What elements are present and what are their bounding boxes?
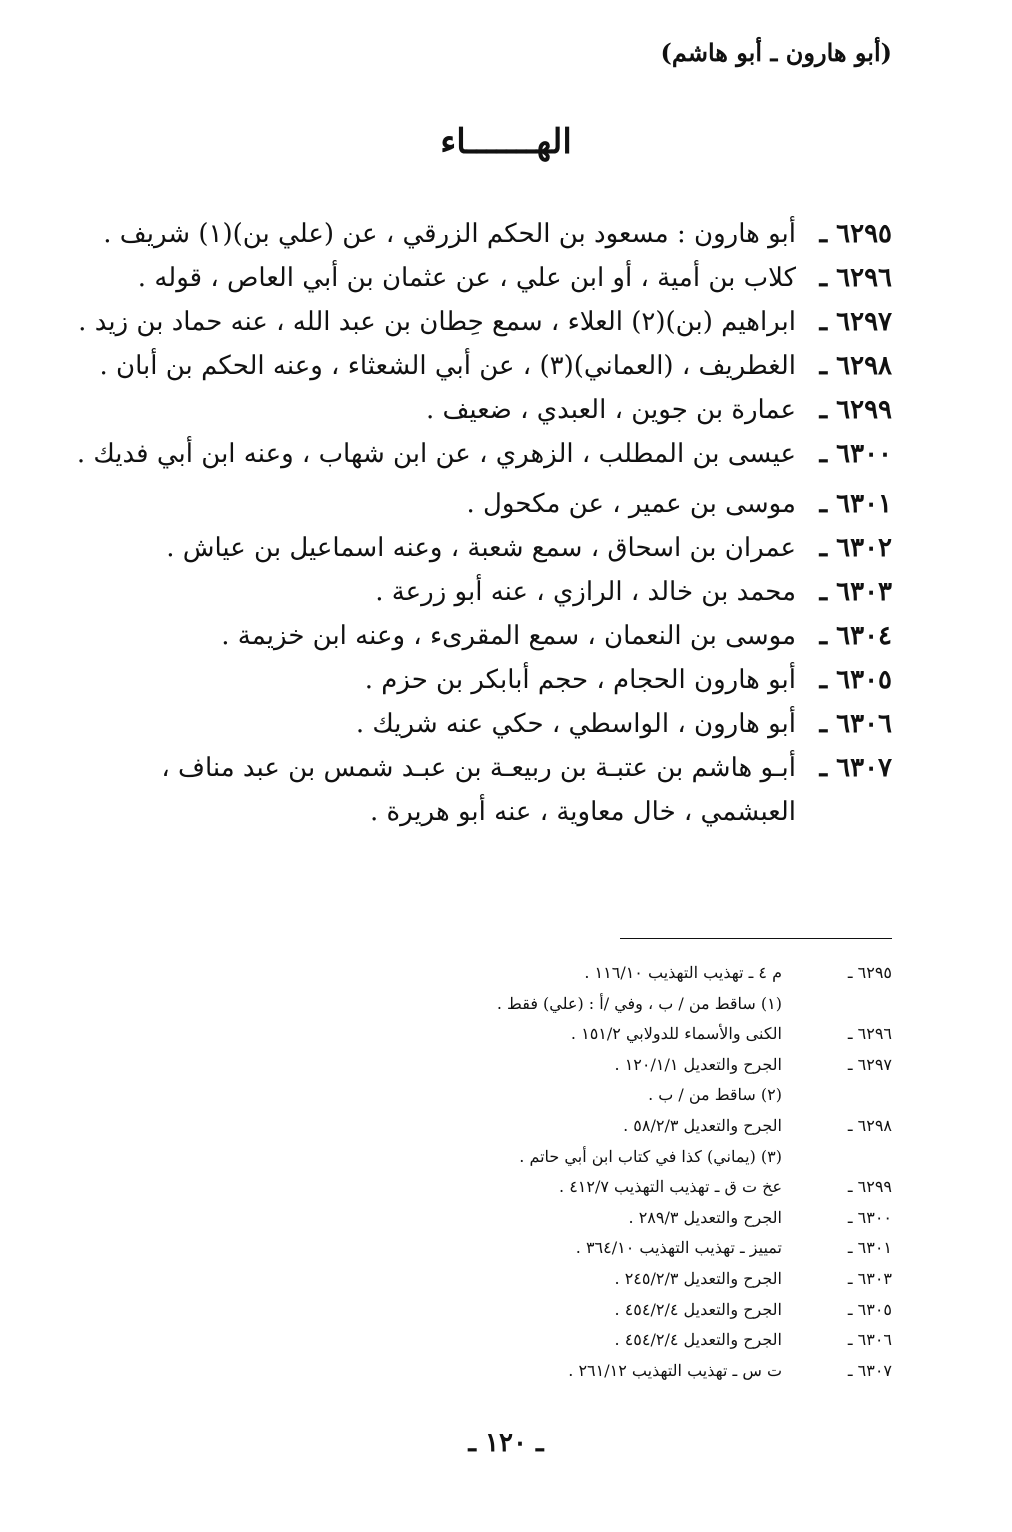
footnote-number: ٦٢٩٨ ـ [847,1115,892,1135]
entry-number: ٦٣٠٣ ـ [819,577,892,607]
footnote [112,1050,892,1081]
entry-text: عمارة بن جوين ، العبدي ، ضعيف . [425,395,796,425]
entry-text: عيسى بن المطلب ، الزهري ، عن ابن شهاب ، وعنه ابن أبي فديك . [76,439,796,469]
entry [112,746,892,834]
entry-number: ٦٣٠٤ ـ [819,621,892,651]
footnote-text: (٢) ساقط من / ب . [648,1085,782,1105]
footnote-text: م ٤ ـ تهذيب التهذيب ١١٦/١٠ . [584,963,782,982]
footnote-number [782,989,892,1020]
footnote [112,989,892,1020]
footnote-text: تمييز ـ تهذيب التهذيب ٣٦٤/١٠ . [575,1238,782,1258]
section-title: الهـــــــاء [440,122,572,162]
entry-number: ٦٣٠٢ ـ [819,533,892,563]
footnotes-list [112,958,892,1386]
footnote-number [782,1080,892,1111]
entry-text: أبو هارون : مسعود بن الحكم الزرقي ، عن (علي بن)(١) شريف . [103,219,796,249]
entry-text: الغطريف ، (العماني)(٣) ، عن أبي الشعثاء ، وعنه الحكم بن أبان . [99,351,796,381]
footnote-number: ٦٢٩٩ ـ [847,1177,892,1197]
footnote [112,1203,892,1234]
footnote-number: ٦٣٠٥ ـ [847,1299,892,1319]
entry-number: ٦٣٠٦ ـ [819,709,892,739]
entry-number: ٦٢٩٥ ـ [819,219,892,249]
entry-number: ٦٢٩٦ ـ [819,263,892,293]
entry-text: أبو هارون ، الواسطي ، حكي عنه شريك . [355,709,796,739]
footnote-text: الجرح والتعديل ٢٨٩/٣ . [628,1207,782,1227]
running-head: (أبو هارون ـ أبو هاشم) [660,38,892,67]
footnote-text: (٣) (يماني) كذا في كتاب ابن أبي حاتم . [519,1146,782,1166]
entry [112,702,892,746]
entry [112,482,892,526]
footnote [112,1325,892,1356]
footnote [112,1111,892,1142]
entry-text: أبـو هاشم بن عتبـة بن ربيعـة بن عبـد شمس بن عبد مناف ، العبشمي ، خال معاوية ، عنه أبو هريرة . [161,753,796,827]
entry-text: ابراهيم (بن)(٢) العلاء ، سمع حِطان بن عبد الله ، عنه حماد بن زيد . [78,307,796,337]
entry [112,570,892,614]
entry [112,388,892,432]
footnote [112,958,892,989]
entry-text: أبو هارون الحجام ، حجم أبابكر بن حزم . [364,665,796,695]
entry [112,526,892,570]
footnote-text: (١) ساقط من / ب ، وفي /أ : (علي) فقط . [496,993,782,1013]
entry-number: ٦٣٠٥ ـ [819,665,892,695]
footnote [112,1080,892,1111]
entry-number: ٦٣٠١ ـ [819,489,892,519]
footnote-number: ٦٢٩٦ ـ [847,1024,892,1044]
entry-number: ٦٣٠٧ ـ [819,753,892,783]
footnote-number: ٦٣٠١ ـ [847,1238,892,1258]
footnote-text: الكنى والأسماء للدولابي ١٥١/٢ . [570,1024,782,1044]
footnote-text: عخ ت ق ـ تهذيب التهذيب ٤١٢/٧ . [559,1177,782,1197]
footnote-text: الجرح والتعديل ٥٨/٢/٣ . [623,1115,782,1135]
footnote [112,1233,892,1264]
footnote [112,1019,892,1050]
footnote [112,1295,892,1326]
page-number: ـ ١٢٠ ـ [468,1428,544,1458]
footnote-number: ٦٣٠٧ ـ [847,1360,892,1380]
entry [78,300,892,344]
footnote-text: الجرح والتعديل ١٢٠/١/١ . [614,1054,782,1074]
footnote [112,1172,892,1203]
entry [112,658,892,702]
entry [99,344,892,388]
entry-text: موسى بن النعمان ، سمع المقرىء ، وعنه ابن خزيمة . [221,621,796,651]
footnote-number: ٦٣٠٠ ـ [847,1207,892,1227]
footnote-number [782,1142,892,1173]
footnote-rule [620,938,892,939]
entry-text: محمد بن خالد ، الرازي ، عنه أبو زرعة . [375,577,796,607]
footnote-number: ٦٢٩٧ ـ [847,1054,892,1074]
entry-number: ٦٣٠٠ ـ [819,439,892,469]
entry [103,212,892,256]
entries-list [76,212,892,834]
entry [76,432,892,476]
entry-text: كلاب بن أمية ، أو ابن علي ، عن عثمان بن أبي العاص ، قوله . [137,263,796,293]
entry [112,614,892,658]
footnote-text: الجرح والتعديل ٢٤٥/٢/٣ . [614,1268,782,1288]
entry-number: ٦٢٩٨ ـ [819,351,892,381]
entry-text: موسى بن عمير ، عن مكحول . [466,489,796,519]
footnote-number: ٦٣٠٦ ـ [847,1330,892,1350]
entry-number: ٦٢٩٩ ـ [819,395,892,425]
entry-text: عمران بن اسحاق ، سمع شعبة ، وعنه اسماعيل بن عياش . [166,533,796,563]
footnote-number: ٦٣٠٣ ـ [847,1268,892,1288]
footnote-text: ت س ـ تهذيب التهذيب ٢٦١/١٢ . [568,1360,782,1380]
footnote-text: الجرح والتعديل ٤٥٤/٢/٤ . [614,1330,782,1350]
footnote-number: ٦٢٩٥ ـ [847,963,892,982]
footnote-text: الجرح والتعديل ٤٥٤/٢/٤ . [614,1299,782,1319]
entry-number: ٦٢٩٧ ـ [819,307,892,337]
footnote [112,1142,892,1173]
footnote [112,1264,892,1295]
footnote [112,1356,892,1387]
entry [112,256,892,300]
